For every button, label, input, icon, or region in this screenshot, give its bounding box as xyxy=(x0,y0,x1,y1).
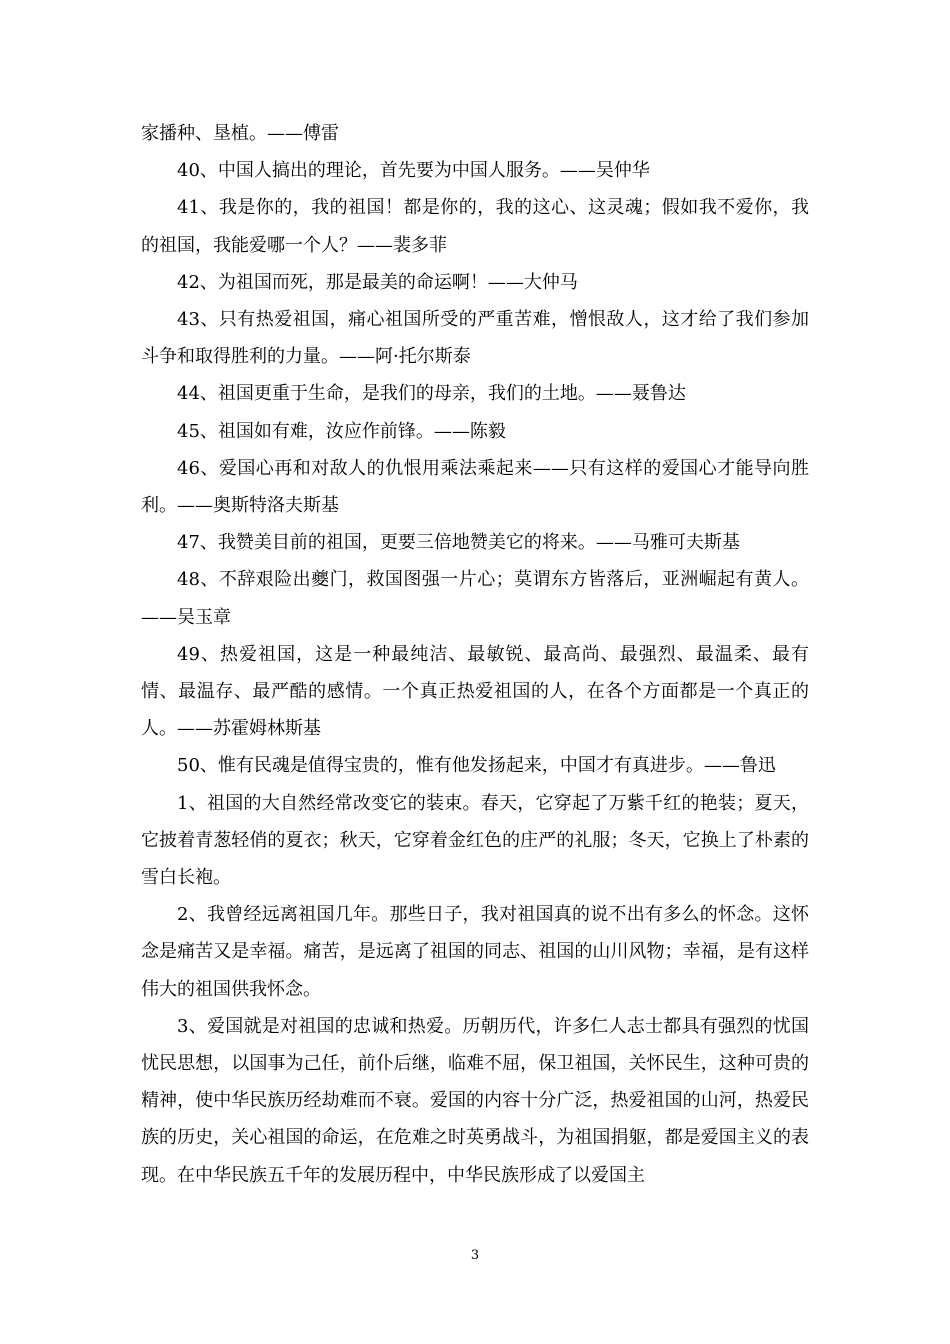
paragraph: 41、我是你的，我的祖国！都是你的，我的这心、这灵魂；假如我不爱你，我的祖国，我能爱哪一个人？——裴多菲 xyxy=(141,197,809,256)
paragraph: 45、祖国如有难，汝应作前锋。——陈毅 xyxy=(177,420,506,442)
paragraph: 50、惟有民魂是值得宝贵的，惟有他发扬起来，中国才有真进步。——鲁迅 xyxy=(177,755,776,777)
paragraph: 40、中国人搞出的理论，首先要为中国人服务。——吴仲华 xyxy=(177,160,650,182)
paragraph: 44、祖国更重于生命，是我们的母亲，我们的土地。——聂鲁达 xyxy=(177,383,686,405)
paragraph: 48、不辞艰险出夔门，救国图强一片心；莫谓东方皆落后，亚洲崛起有黄人。——吴玉章 xyxy=(141,569,809,628)
paragraph: 49、热爱祖国，这是一种最纯洁、最敏锐、最高尚、最强烈、最温柔、最有情、最温存、最严酷的感情。一个真正热爱祖国的人，在各个方面都是一个真正的人。——苏霍姆林斯基 xyxy=(141,643,809,740)
paragraph: 43、只有热爱祖国，痛心祖国所受的严重苦难，憎恨敌人，这才给了我们参加斗争和取得胜利的力量。——阿·托尔斯泰 xyxy=(141,309,809,368)
paragraph: 1、祖国的大自然经常改变它的装束。春天，它穿起了万紫千红的艳装；夏天，它披着青葱轻俏的夏衣；秋天，它穿着金红色的庄严的礼服；冬天，它换上了朴素的雪白长袍。 xyxy=(141,792,809,889)
paragraph: 2、我曾经远离祖国几年。那些日子，我对祖国真的说不出有多么的怀念。这怀念是痛苦又是幸福。痛苦，是远离了祖国的同志、祖国的山川风物；幸福，是有这样伟大的祖国供我怀念。 xyxy=(141,904,809,1000)
paragraph: 47、我赞美目前的祖国，更要三倍地赞美它的将来。——马雅可夫斯基 xyxy=(177,532,740,554)
document-body xyxy=(141,115,809,1194)
paragraph: 家播种、垦植。——傅雷 xyxy=(141,123,339,144)
paragraph: 46、爱国心再和对敌人的仇恨用乘法乘起来——只有这样的爱国心才能导向胜利。——奥斯特洛夫斯基 xyxy=(141,457,809,517)
paragraph: 3、爱国就是对祖国的忠诚和热爱。历朝历代，许多仁人志士都具有强烈的忧国忧民思想，以国事为己任，前仆后继，临难不屈，保卫祖国，关怀民生，这种可贵的精神，使中华民族历经劫难而不衰。爱国的内容十分广泛，热爱祖国的山河，热爱民族的历史，关心祖国的命运，在危难之时英勇战斗，为祖国捐躯，都是爱国主义的表现。在中华民族五千年的发展历程中，中华民族形成了以爱国主 xyxy=(141,1015,809,1186)
paragraph: 42、为祖国而死，那是最美的命运啊！——大仲马 xyxy=(177,271,578,293)
page-number: 3 xyxy=(470,1248,480,1263)
